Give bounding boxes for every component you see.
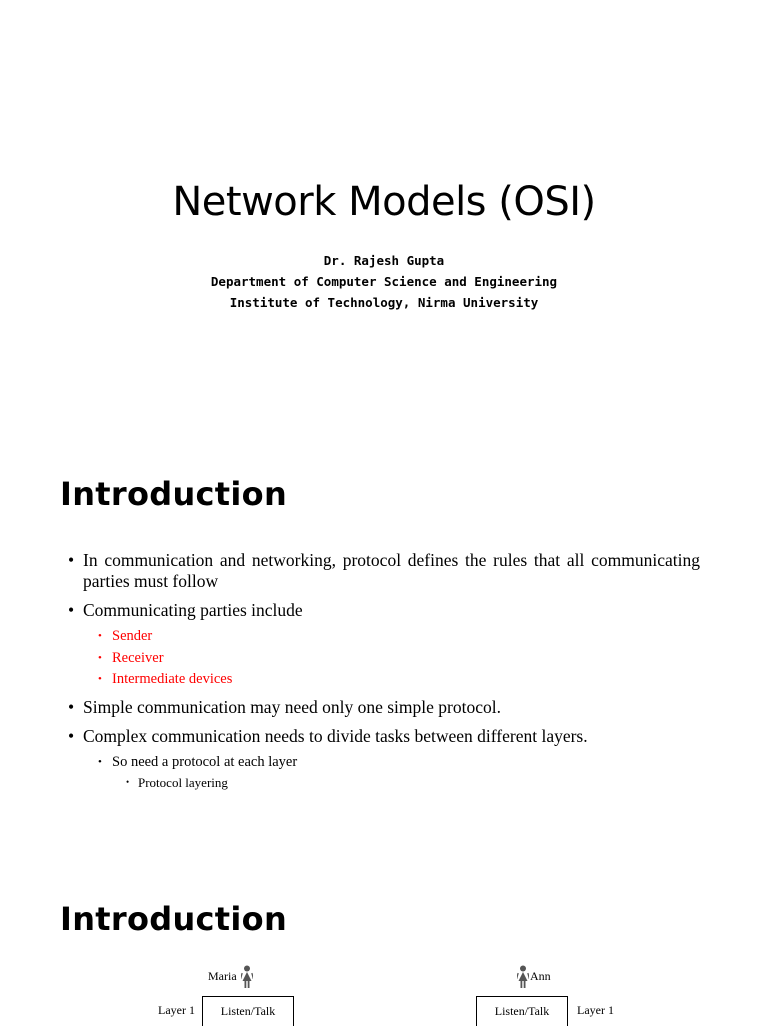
intro-slide bbox=[0, 430, 768, 860]
layering-sublist bbox=[98, 752, 700, 793]
protocol-layering: • Protocol layering bbox=[126, 773, 700, 792]
intro2-heading: Introduction bbox=[60, 900, 288, 938]
intro-heading: Introduction bbox=[60, 475, 288, 513]
protocol-each-layer: • So need a protocol at each layer bbox=[98, 752, 700, 774]
author-name: Dr. Rajesh Gupta bbox=[323, 253, 445, 268]
department-name: Department of Computer Science and Engineering bbox=[210, 274, 558, 289]
layering-subsublist bbox=[126, 773, 700, 792]
bullet-complex-communication: • Complex communication needs to divide tasks between different layers. bbox=[68, 726, 700, 747]
bullet-protocol-definition: • In communication and networking, protocol defines the rules that all communicating parties must follow bbox=[68, 550, 700, 592]
left-listen-talk-box: Listen/Talk bbox=[202, 996, 294, 1026]
bullet-communicating-parties: • Communicating parties include bbox=[68, 600, 700, 621]
author-block bbox=[0, 250, 768, 313]
person-ann-label: Ann bbox=[530, 969, 551, 983]
intro2-slide bbox=[0, 860, 768, 1024]
layer-diagram bbox=[0, 963, 768, 1024]
parties-sublist bbox=[98, 626, 700, 691]
woman-icon bbox=[241, 965, 253, 989]
bullet-simple-communication: • Simple communication may need only one simple protocol. bbox=[68, 697, 700, 718]
slide-title: Network Models (OSI) bbox=[172, 178, 596, 225]
person-maria-label: Maria bbox=[208, 969, 237, 983]
title-slide bbox=[0, 0, 768, 430]
right-layer-label: Layer 1 bbox=[577, 1003, 614, 1017]
right-listen-talk-box: Listen/Talk bbox=[476, 996, 568, 1026]
intro-bullet-list bbox=[68, 550, 700, 798]
party-intermediate-devices: • Intermediate devices bbox=[98, 669, 700, 691]
woman-icon bbox=[517, 965, 529, 989]
left-layer-label: Layer 1 bbox=[158, 1003, 195, 1017]
institute-name: Institute of Technology, Nirma University bbox=[229, 295, 539, 310]
party-receiver: • Receiver bbox=[98, 648, 700, 670]
party-sender: • Sender bbox=[98, 626, 700, 648]
